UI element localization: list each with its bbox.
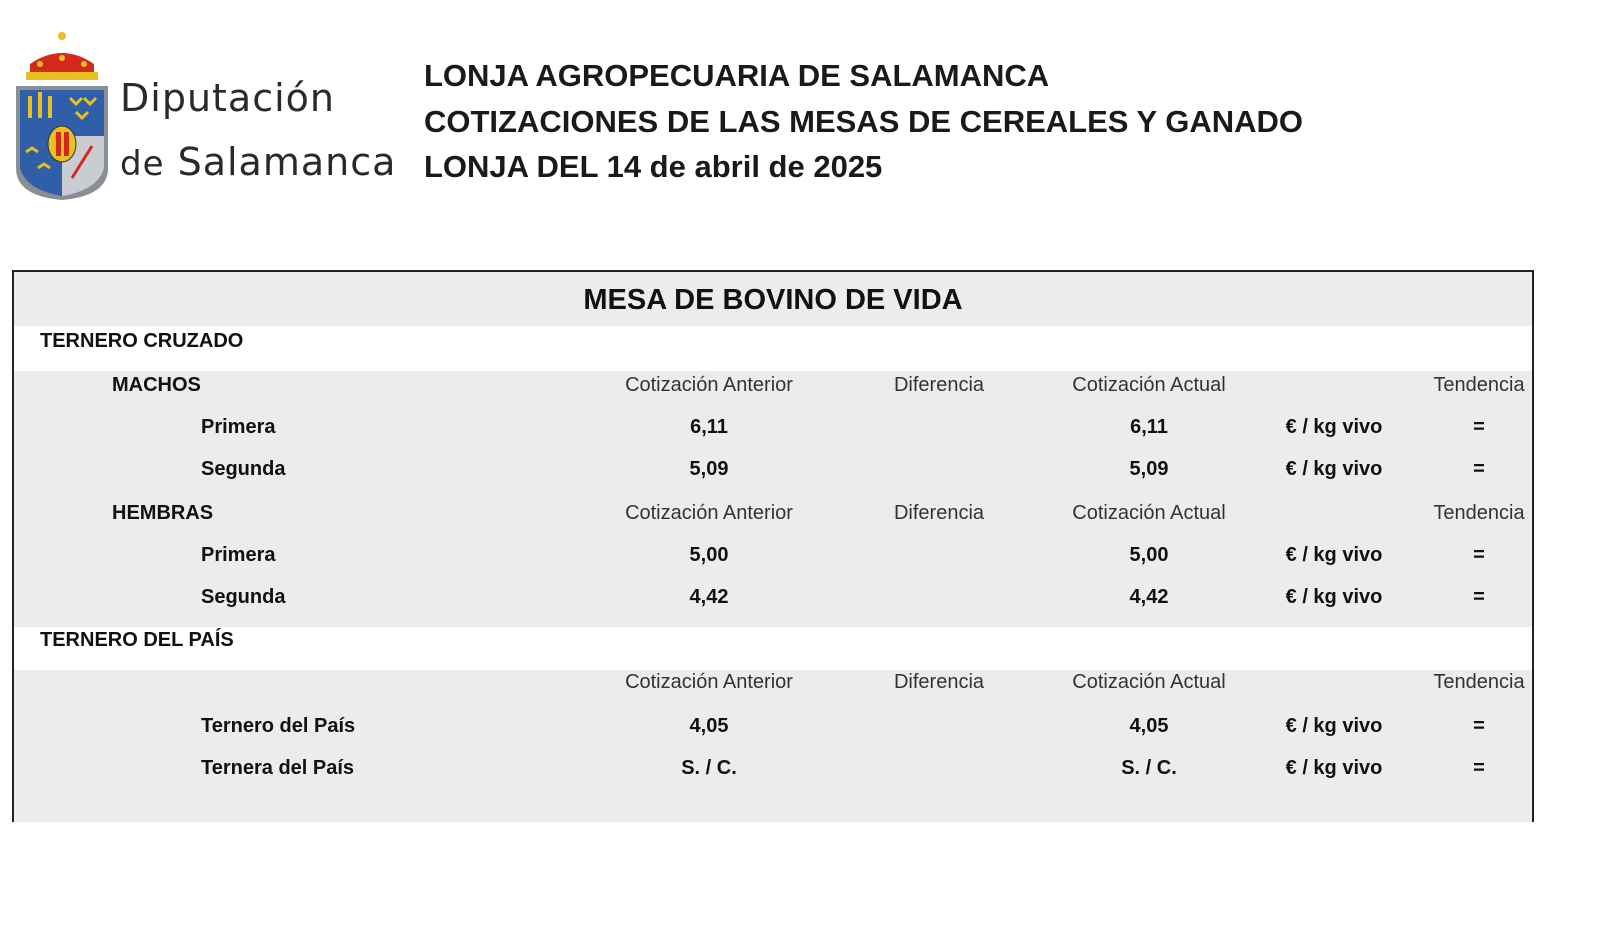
coat-of-arms-icon [12,28,112,204]
cell-unit: € / kg vivo [1285,586,1383,608]
cell-tendencia: = [1473,757,1485,779]
col-header-anterior: Cotización Anterior [625,671,793,693]
row-label: Segunda [201,458,286,480]
organization-name-line1: Diputación [120,76,335,120]
col-header-tendencia: Tendencia [1433,374,1525,396]
session-date: LONJA DEL 14 de abril de 2025 [424,149,883,184]
document-subtitle: COTIZACIONES DE LAS MESAS DE CEREALES Y GANADO [424,104,1304,139]
group-title: HEMBRAS [112,502,214,524]
cell-anterior: 6,11 [690,416,728,438]
col-header-diferencia: Diferencia [893,502,985,524]
price-table [12,270,1534,822]
cell-anterior: 5,00 [689,544,729,566]
row-label: Ternera del País [201,757,355,779]
cell-anterior: 5,09 [689,458,729,480]
cell-unit: € / kg vivo [1285,458,1383,480]
col-header-anterior: Cotización Anterior [625,374,793,396]
col-header-actual: Cotización Actual [1072,671,1226,693]
cell-unit: € / kg vivo [1285,715,1383,737]
cell-anterior: 4,42 [689,586,729,608]
cell-tendencia: = [1473,544,1485,566]
cell-actual: 5,00 [1129,544,1169,566]
section-title: TERNERO CRUZADO [40,330,244,352]
organization-name-prefix: de [120,144,165,184]
group-title: MACHOS [112,374,201,396]
section-title: TERNERO DEL PAÍS [40,629,234,651]
col-header-tendencia: Tendencia [1433,502,1525,524]
col-header-diferencia: Diferencia [893,671,985,693]
table-title: MESA DE BOVINO DE VIDA [583,284,963,316]
col-header-tendencia: Tendencia [1433,671,1525,693]
row-label: Primera [201,416,276,438]
organization-name-place: Salamanca [177,140,397,184]
col-header-actual: Cotización Actual [1072,374,1226,396]
cell-tendencia: = [1473,715,1485,737]
cell-tendencia: = [1473,416,1485,438]
cell-actual: 5,09 [1129,458,1169,480]
cell-anterior: 4,05 [689,715,729,737]
cell-tendencia: = [1473,458,1485,480]
cell-actual: 4,05 [1129,715,1169,737]
col-header-anterior: Cotización Anterior [625,502,793,524]
col-header-actual: Cotización Actual [1072,502,1226,524]
cell-unit: € / kg vivo [1285,757,1383,779]
row-label: Primera [201,544,276,566]
cell-unit: € / kg vivo [1285,416,1383,438]
cell-tendencia: = [1473,586,1485,608]
row-label: Segunda [201,586,286,608]
cell-actual: S. / C. [1121,757,1177,779]
organization-name-line2 [120,140,396,184]
cell-unit: € / kg vivo [1285,544,1383,566]
cell-actual: 4,42 [1129,586,1169,608]
cell-actual: 6,11 [1130,416,1168,438]
document-title: LONJA AGROPECUARIA DE SALAMANCA [424,58,1050,93]
cell-anterior: S. / C. [681,757,737,779]
row-label: Ternero del País [201,715,356,737]
col-header-diferencia: Diferencia [893,374,985,396]
